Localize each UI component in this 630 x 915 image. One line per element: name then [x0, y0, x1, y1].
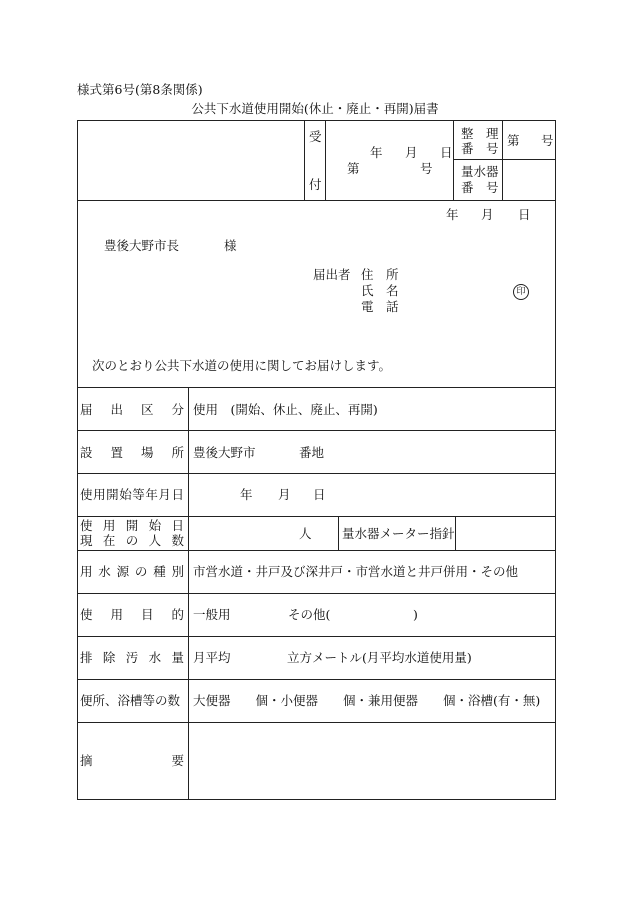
row-label-char: 水: [98, 564, 111, 579]
row-label-char: 始: [119, 487, 132, 502]
row-label-char: 年: [145, 487, 158, 502]
row-label-wastewater: [80, 652, 184, 665]
row-label-char: 目: [140, 607, 154, 622]
notification-type-value: 使用 (開始、休止、廃止、再開): [193, 402, 378, 417]
row-label-char: 汚: [125, 650, 139, 665]
wastewater-unit: 立方メートル(月平均水道使用量): [287, 650, 472, 665]
form-title: 公共下水道使用開始(休止・廃止・再開)届書: [191, 101, 439, 116]
row-label-char: の: [125, 533, 139, 548]
table-border-left: [77, 120, 78, 800]
row-label-remarks: [80, 755, 184, 768]
row-label-char: 開: [106, 487, 119, 502]
submit-date-nen: 年: [446, 207, 459, 222]
applicant-label: 届出者: [313, 267, 351, 282]
row-label-char: 月: [158, 487, 171, 502]
start-date-hi: 日: [313, 487, 326, 502]
row-label-char: 源: [116, 564, 130, 579]
row-label-char: 用: [102, 518, 116, 533]
row-label-start-date: [80, 489, 184, 502]
start-date-nen: 年: [240, 487, 253, 502]
receipt-split-line-left: [453, 159, 502, 160]
seiri-dai: 第: [507, 133, 520, 148]
row-label-water-source: [80, 566, 184, 579]
fixtures-value: 大便器 個・小便器 個・兼用便器 個・浴槽(有・無): [193, 693, 541, 708]
row-divider: [77, 550, 556, 551]
seiri-go: 号: [541, 133, 554, 148]
water-source-value: 市営水道・井戸及び深井戸・市営水道と井戸併用・その他: [193, 564, 519, 579]
receipt-date-nen: 年: [370, 145, 383, 160]
table-border-top: [77, 120, 556, 121]
form-number: 様式第6号(第8条関係): [77, 82, 203, 97]
row-label-location: [80, 447, 184, 460]
row-label-char: 使: [80, 487, 93, 502]
row-label-char: 等: [132, 487, 145, 502]
receipt-go: 号: [420, 161, 433, 176]
row-label-char: の: [134, 564, 148, 579]
row-label-char: 始: [148, 518, 162, 533]
row-label-char: 用: [93, 487, 106, 502]
row-label-char: 的: [171, 607, 184, 622]
name-label: 氏 名: [361, 283, 399, 298]
row-label-char: 設: [80, 445, 93, 460]
seiri-label-2: 番 号: [461, 141, 499, 156]
row-label-char: 量: [171, 650, 184, 665]
seal-mark: 印: [513, 284, 529, 300]
receipt-date-tsuki: 月: [405, 145, 418, 160]
row-label-char: 開: [125, 518, 139, 533]
row-label-char: 別: [171, 564, 184, 579]
row-label-char: 場: [140, 445, 154, 460]
addressee-sama: 様: [224, 238, 237, 253]
receipt-uke: 受: [309, 129, 322, 144]
statement: 次のとおり公共下水道の使用に関してお届けします。: [92, 358, 392, 373]
row-label-notification-type: [80, 404, 184, 417]
submit-date-tsuki: 月: [481, 207, 494, 222]
row-label-char: 摘: [80, 753, 93, 768]
start-date-tsuki: 月: [278, 487, 291, 502]
meter-number-label-1: 量水器: [461, 164, 499, 179]
receipt-divider: [502, 120, 503, 200]
label-column-divider: [188, 387, 189, 800]
row-label-char: 種: [153, 564, 166, 579]
row-label-char: 水: [148, 650, 162, 665]
row-label-char: 数: [171, 533, 184, 548]
seiri-label-1: 整 理: [461, 126, 499, 141]
row-label-char: 分: [171, 402, 184, 417]
purpose-other-close: ): [413, 607, 418, 622]
row-divider: [77, 593, 556, 594]
submit-date-hi: 日: [518, 207, 531, 222]
row-label-char: 使: [80, 518, 93, 533]
people-unit: 人: [299, 526, 312, 541]
receipt-divider: [325, 120, 326, 200]
receipt-split-line: [502, 159, 556, 160]
row-label-char: 用: [80, 564, 93, 579]
receipt-divider: [304, 120, 305, 200]
meter-reading-label: 量水器メーター指針: [342, 526, 455, 541]
table-border-right: [555, 120, 556, 800]
row-label-char: 日: [171, 518, 184, 533]
row-label-char: 所: [171, 445, 184, 460]
row-divider: [77, 430, 556, 431]
row-label-char: 現: [80, 533, 93, 548]
row-label-people-1: [80, 520, 184, 533]
row-divider: [77, 516, 556, 517]
table-border-bottom: [77, 799, 556, 800]
address-label: 住 所: [361, 267, 399, 282]
receipt-tsuke: 付: [309, 177, 322, 192]
row-label-people-2: [80, 535, 184, 548]
receipt-dai: 第: [347, 161, 360, 176]
meter-value-divider: [455, 516, 456, 550]
row-label-char: 区: [140, 402, 154, 417]
row-divider: [77, 473, 556, 474]
row-label-char: 要: [171, 753, 184, 768]
row-label-char: 出: [110, 402, 123, 417]
row-label-char: 人: [148, 533, 162, 548]
row-label-char: 在: [102, 533, 116, 548]
row-divider: [77, 722, 556, 723]
row-label-char: 使: [80, 607, 93, 622]
row-label-char: 届: [80, 402, 93, 417]
row-label-char: 日: [171, 487, 184, 502]
phone-label: 電 話: [361, 299, 399, 314]
row-divider: [77, 679, 556, 680]
purpose-general: 一般用: [193, 607, 231, 622]
row-label-fixtures: 便所、浴槽等の数: [80, 693, 181, 708]
row-divider: [77, 200, 556, 201]
row-label-char: 用: [110, 607, 123, 622]
row-divider: [77, 387, 556, 388]
wastewater-monthly: 月平均: [193, 650, 231, 665]
purpose-other: その他(: [288, 607, 331, 622]
meter-number-label-2: 番 号: [461, 180, 499, 195]
row-label-char: 排: [80, 650, 93, 665]
people-meter-divider: [338, 516, 339, 550]
location-city: 豊後大野市: [193, 445, 256, 460]
addressee: 豊後大野市長: [104, 238, 180, 253]
location-banchi: 番地: [299, 445, 325, 460]
receipt-date-hi: 日: [440, 145, 453, 160]
row-divider: [77, 636, 556, 637]
row-label-char: 除: [102, 650, 116, 665]
receipt-divider: [453, 120, 454, 200]
row-label-char: 置: [110, 445, 123, 460]
row-label-purpose: [80, 609, 184, 622]
